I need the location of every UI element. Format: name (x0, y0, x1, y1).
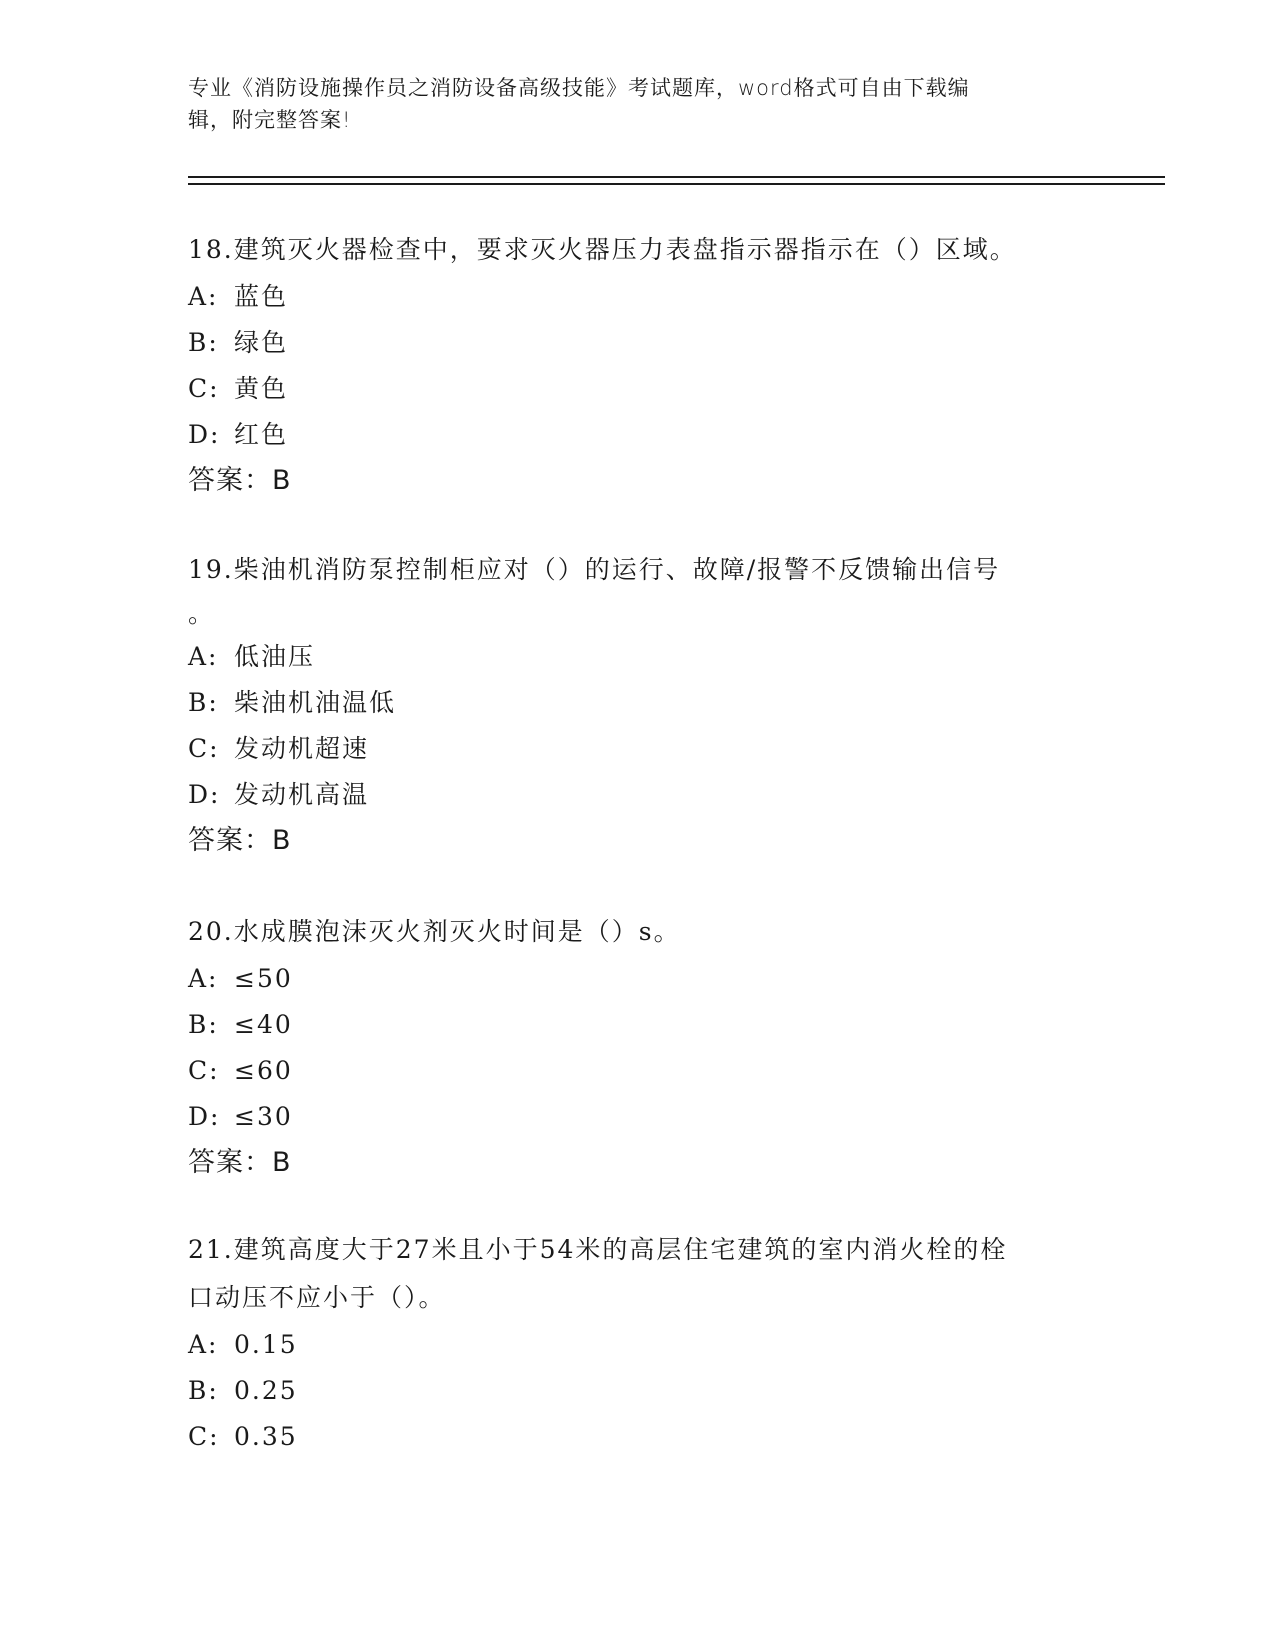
option-b: B: 绿色 (188, 328, 289, 357)
question-19 (188, 546, 1088, 864)
question-text: 19.柴油机消防泵控制柜应对（）的运行、故障/报警不反馈输出信号 (188, 555, 1001, 584)
question-20 (188, 908, 1088, 1186)
option-d: D: ≤30 (188, 1102, 293, 1131)
answer: 答案：B (188, 465, 292, 496)
header-line-2: 辑，附完整答案! (188, 108, 352, 132)
option-a: A: 0.15 (188, 1330, 298, 1359)
header-divider-top (188, 176, 1165, 178)
question-text: 18.建筑灭火器检查中，要求灭火器压力表盘指示器指示在（）区域。 (188, 235, 1017, 264)
option-a: A: 低油压 (188, 642, 316, 671)
option-a: A: 蓝色 (188, 282, 289, 311)
question-18 (188, 226, 1088, 504)
header-divider-bottom (188, 183, 1165, 185)
question-text: 20.水成膜泡沫灭火剂灭火时间是（）s。 (188, 917, 681, 946)
option-c: C: 0.35 (188, 1422, 298, 1451)
option-b: B: ≤40 (188, 1010, 293, 1039)
option-c: C: 黄色 (188, 374, 289, 403)
question-text-continued: 。 (188, 599, 216, 628)
option-a: A: ≤50 (188, 964, 293, 993)
answer: 答案：B (188, 1147, 292, 1178)
header-line-1: 专业《消防设施操作员之消防设备高级技能》考试题库，word格式可自由下载编 (188, 76, 970, 100)
option-b: B: 柴油机油温低 (188, 688, 397, 717)
option-b: B: 0.25 (188, 1376, 298, 1405)
question-text-continued: 口动压不应小于（）。 (188, 1283, 446, 1312)
answer: 答案：B (188, 825, 292, 856)
question-21 (188, 1226, 1088, 1460)
option-c: C: 发动机超速 (188, 734, 370, 763)
option-d: D: 发动机高温 (188, 780, 370, 809)
question-text: 21.建筑高度大于27米且小于54米的高层住宅建筑的室内消火栓的栓 (188, 1235, 1008, 1264)
document-header (188, 72, 1078, 136)
option-c: C: ≤60 (188, 1056, 293, 1085)
option-d: D: 红色 (188, 420, 289, 449)
